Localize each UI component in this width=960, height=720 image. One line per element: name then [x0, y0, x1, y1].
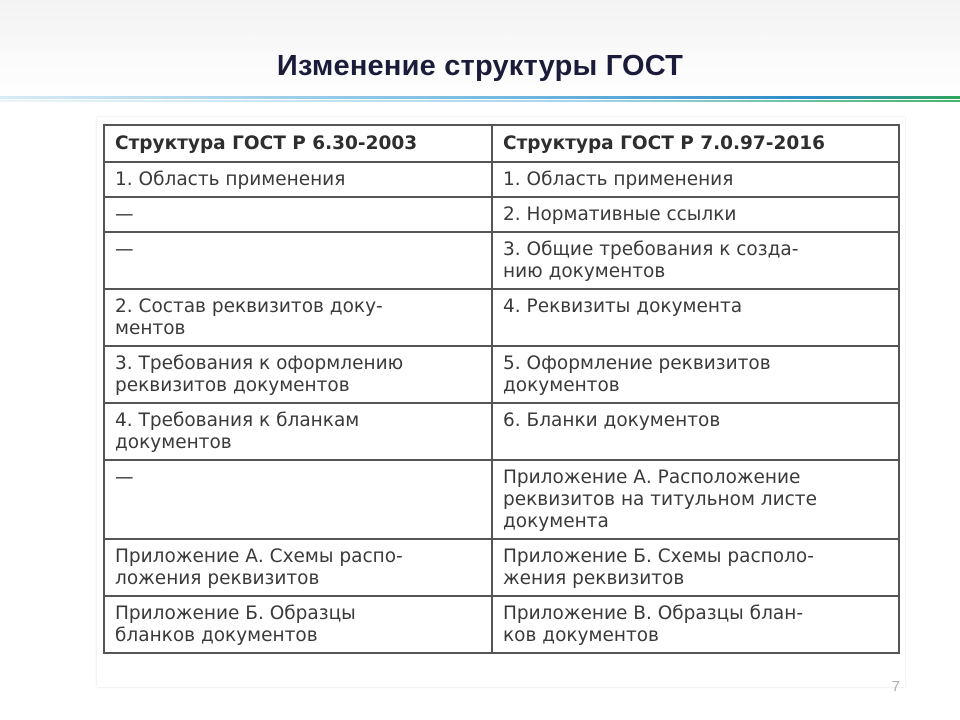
title-divider	[0, 96, 960, 104]
table-row	[104, 289, 899, 346]
table-row	[104, 162, 899, 197]
cell-gost-2016: Приложение Б. Схемы располо- жения реквизитов	[492, 539, 899, 596]
table-row	[104, 596, 899, 653]
cell-gost-2003: Приложение Б. Образцы бланков документов	[104, 596, 492, 653]
cell-gost-2016: 5. Оформление реквизитов документов	[492, 346, 899, 403]
cell-gost-2003: 3. Требования к оформлению реквизитов документов	[104, 346, 492, 403]
cell-gost-2016: Приложение В. Образцы блан- ков документов	[492, 596, 899, 653]
table-row	[104, 460, 899, 539]
cell-gost-2016: 2. Нормативные ссылки	[492, 197, 899, 232]
cell-gost-2003: 1. Область применения	[104, 162, 492, 197]
table-row	[104, 197, 899, 232]
cell-gost-2003: 2. Состав реквизитов доку- ментов	[104, 289, 492, 346]
comparison-table-frame	[97, 117, 905, 687]
table-row	[104, 232, 899, 289]
table-row	[104, 403, 899, 460]
cell-gost-2003: Приложение А. Схемы распо- ложения реквизитов	[104, 539, 492, 596]
gost-structure-table	[103, 124, 900, 654]
cell-gost-2016: 1. Область применения	[492, 162, 899, 197]
table-row	[104, 346, 899, 403]
header-gost-2016: Структура ГОСТ Р 7.0.97-2016	[492, 125, 899, 162]
cell-gost-2016: 6. Бланки документов	[492, 403, 899, 460]
cell-gost-2016: 4. Реквизиты документа	[492, 289, 899, 346]
cell-gost-2016: Приложение А. Расположение реквизитов на титульном листе документа	[492, 460, 899, 539]
table-row	[104, 539, 899, 596]
cell-gost-2003: —	[104, 232, 492, 289]
cell-gost-2003: 4. Требования к бланкам документов	[104, 403, 492, 460]
table-header-row	[104, 125, 899, 162]
cell-gost-2003: —	[104, 197, 492, 232]
header-gost-2003: Структура ГОСТ Р 6.30-2003	[104, 125, 492, 162]
slide-title: Изменение структуры ГОСТ	[276, 50, 684, 82]
page-number: 7	[891, 678, 900, 695]
cell-gost-2003: —	[104, 460, 492, 539]
cell-gost-2016: 3. Общие требования к созда- нию документов	[492, 232, 899, 289]
